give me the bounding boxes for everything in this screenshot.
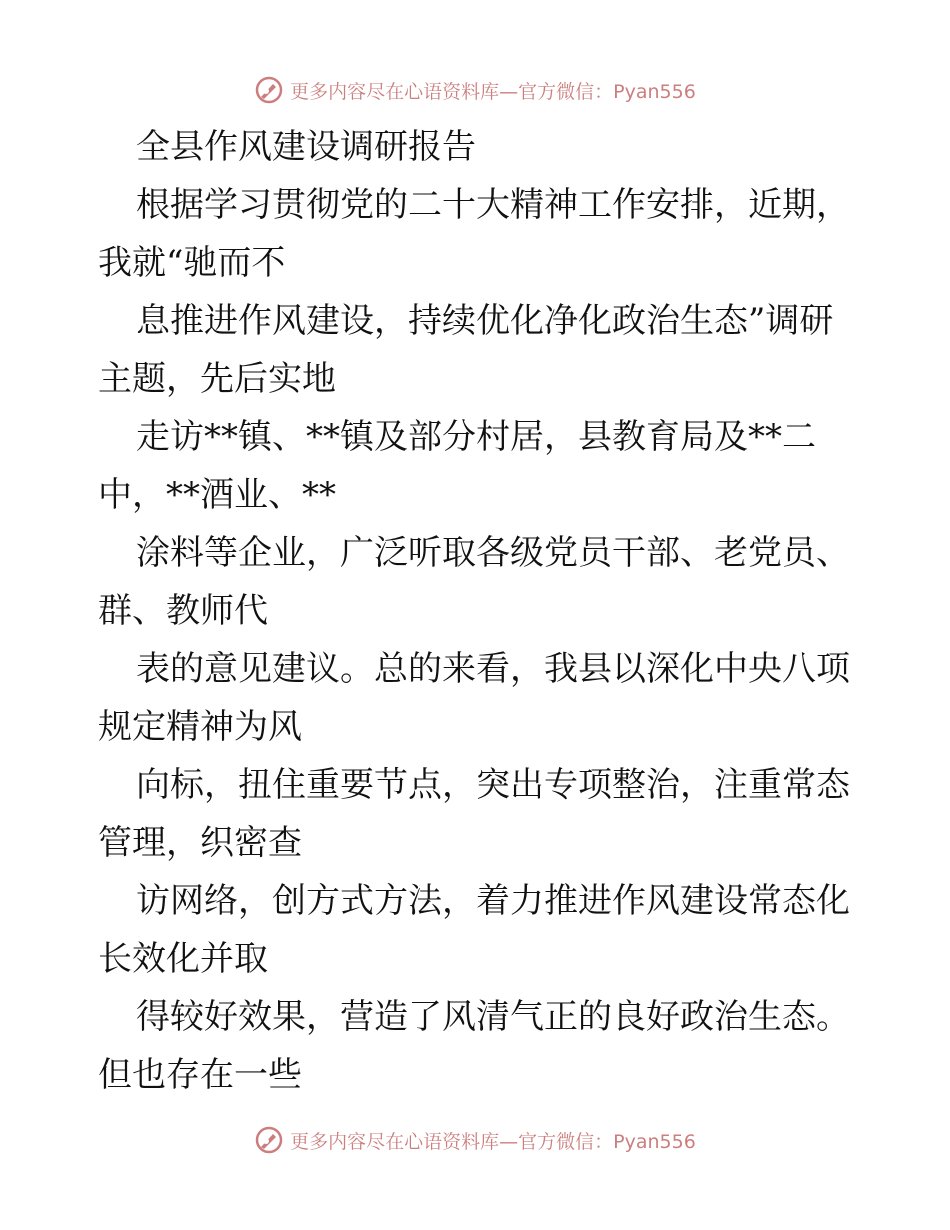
text-line: 中，**酒业、** (98, 475, 336, 515)
text-line: 规定精神为风 (98, 707, 302, 747)
text-line: 但也存在一些 (98, 1055, 302, 1095)
text-line: 表的意见建议。总的来看，我县以深化中央八项 (136, 649, 850, 689)
text-line: 息推进作风建设，持续优化净化政治生态”调研 (136, 301, 834, 341)
watermark-text: 更多内容尽在心语资料库—官方微信：Pyan556 (290, 80, 696, 103)
pen-circle-logo-icon (254, 75, 284, 105)
text-line: 主题，先后实地 (98, 359, 336, 399)
text-line: 根据学习贯彻党的二十大精神工作安排，近期， (136, 185, 850, 225)
document-body (98, 118, 858, 1104)
text-line: 管理，织密查 (98, 823, 302, 863)
footer-watermark (0, 1120, 950, 1160)
text-line: 得较好效果，营造了风清气正的良好政治生态。 (136, 997, 850, 1037)
text-line: 走访**镇、**镇及部分村居，县教育局及**二 (136, 417, 816, 457)
text-line: 涂料等企业，广泛听取各级党员干部、老党员、 (136, 533, 850, 573)
text-line: 群、教师代 (98, 591, 268, 631)
document-title: 全县作风建设调研报告 (136, 127, 476, 167)
text-line: 长效化并取 (98, 939, 268, 979)
text-line: 我就“驰而不 (98, 243, 286, 283)
pen-circle-logo-icon (254, 1125, 284, 1155)
watermark-text: 更多内容尽在心语资料库—官方微信：Pyan556 (290, 1130, 696, 1153)
text-line: 访网络，创方式方法，着力推进作风建设常态化 (136, 881, 850, 921)
header-watermark (0, 70, 950, 110)
text-line: 向标，扭住重要节点，突出专项整治，注重常态 (136, 765, 850, 805)
